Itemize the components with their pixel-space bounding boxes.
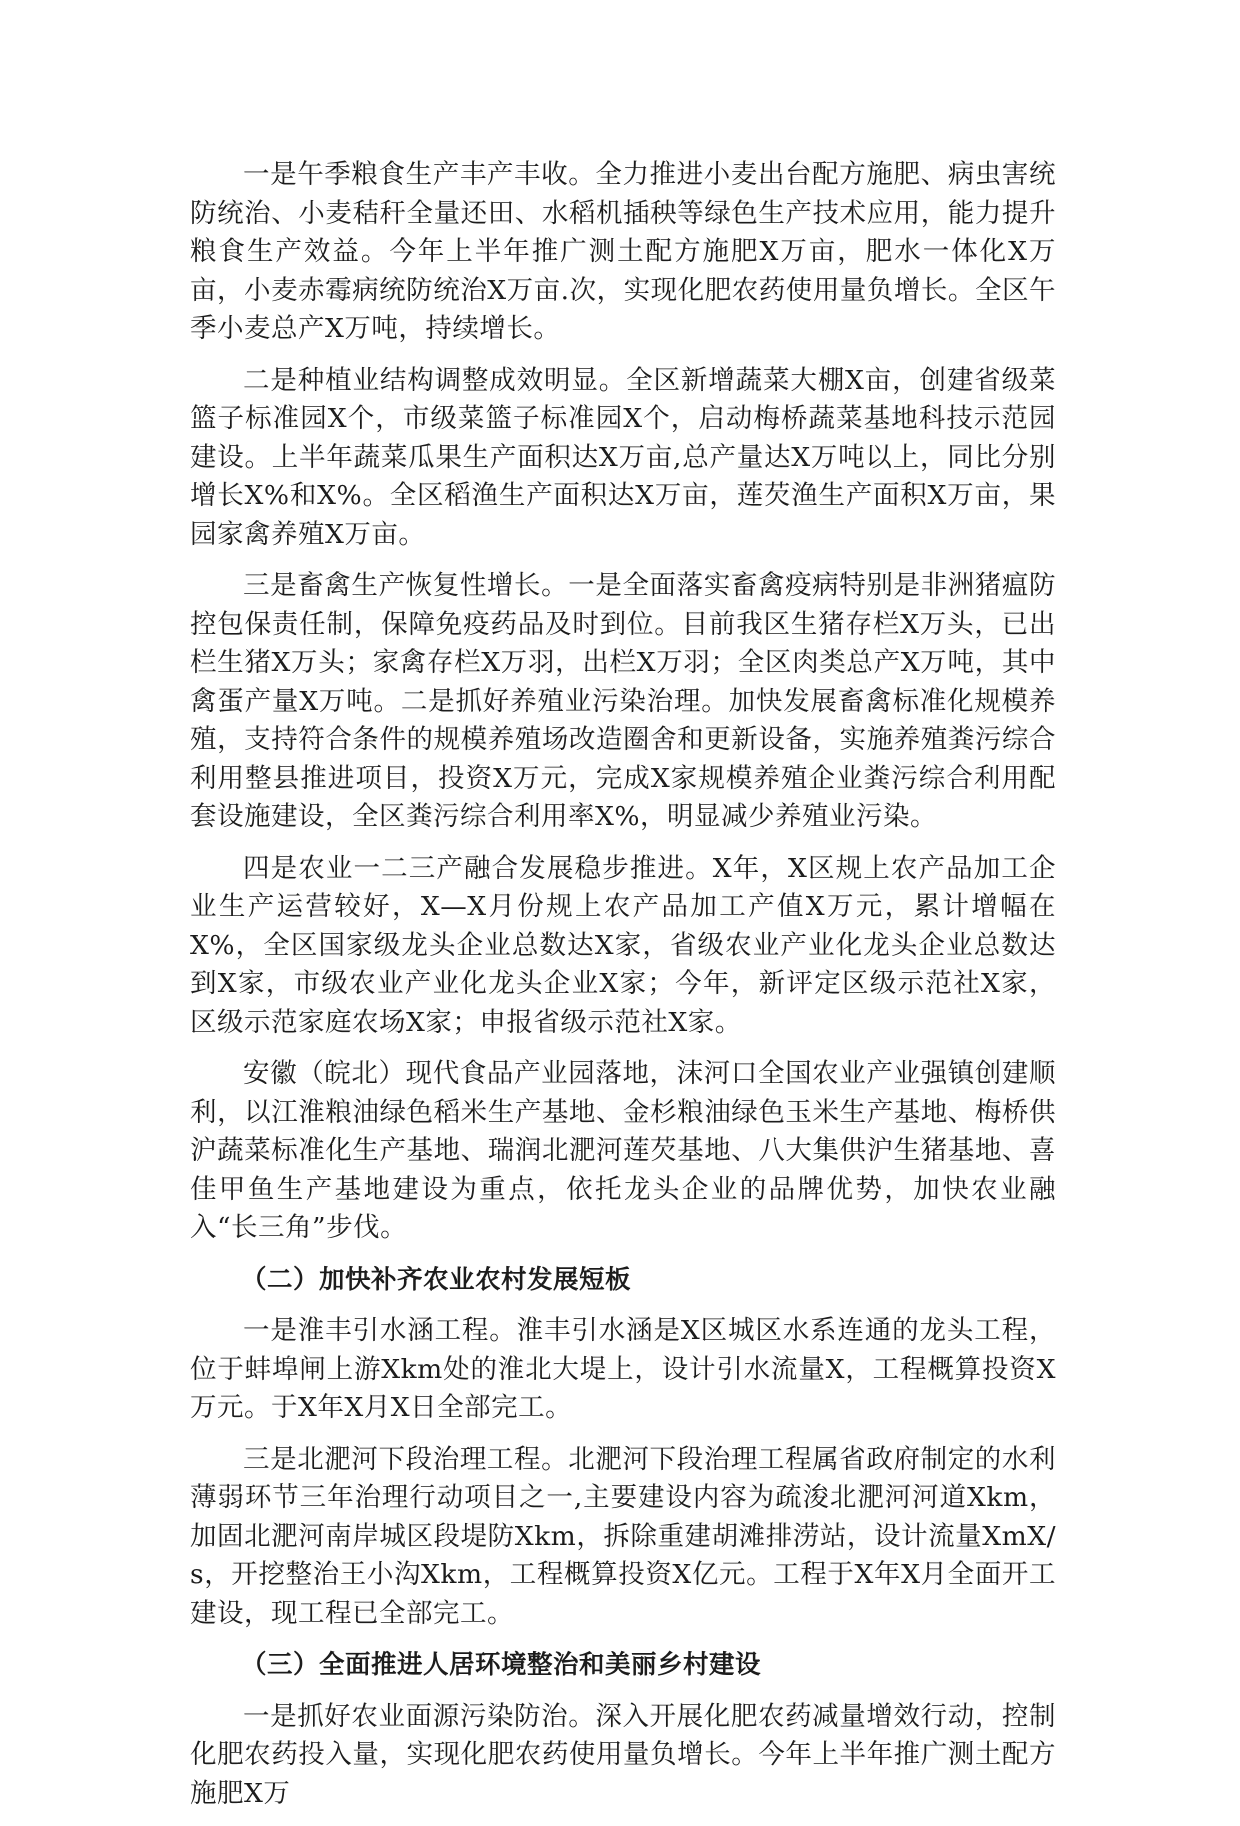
document-body <box>190 156 1056 1826</box>
section-heading-2: （二）加快补齐农业农村发展短板 <box>241 1264 632 1295</box>
paragraph-industry-integration: 四是农业一二三产融合发展稳步推进。X年，X区规上农产品加工企业生产运营较好，X—X月份规上农产品加工产值X万元，累计增幅在X%，全区国家级龙头企业总数达X家，省级农业产业化龙头企业总数达到X家，市级农业产业化龙头企业X家；今年，新评定区级示范社X家，区级示范家庭农场X家；申报省级示范社X家。 <box>190 852 1056 1038</box>
paragraph-grain-production: 一是午季粮食生产丰产丰收。全力推进小麦出台配方施肥、病虫害统防统治、小麦秸秆全量还田、水稻机插秧等绿色生产技术应用，能力提升粮食生产效益。今年上半年推广测土配方施肥X万亩，肥水一体化X万亩，小麦赤霉病统防统治X万亩.次，实现化肥农药使用量负增长。全区午季小麦总产X万吨，持续增长。 <box>190 159 1056 344</box>
paragraph-water-diversion: 一是淮丰引水涵工程。淮丰引水涵是X区城区水系连通的龙头工程，位于蚌埠闸上游Xkm处的淮北大堤上，设计引水流量X，工程概算投资X万元。于X年X月X日全部完工。 <box>190 1315 1056 1423</box>
paragraph-livestock-production: 三是畜禽生产恢复性增长。一是全面落实畜禽疫病特别是非洲猪瘟防控包保责任制，保障免疫药品及时到位。目前我区生猪存栏X万头，已出栏生猪X万头；家禽存栏X万羽，出栏X万羽；全区肉类总产X万吨，其中禽蛋产量X万吨。二是抓好养殖业污染治理。加快发展畜禽标准化规模养殖，支持符合条件的规模养殖场改造圈舍和更新设备，实施养殖粪污综合利用整县推进项目，投资X万元，完成X家规模养殖企业粪污综合利用配套设施建设，全区粪污综合利用率X%，明显减少养殖业污染。 <box>190 570 1056 832</box>
paragraph-river-governance: 三是北淝河下段治理工程。北淝河下段治理工程属省政府制定的水利薄弱环节三年治理行动项目之一,主要建设内容为疏浚北淝河河道Xkm，加固北淝河南岸城区段堤防Xkm，拆除重建胡滩排涝站，设计流量XmX/s，开挖整治王小沟Xkm，工程概算投资X亿元。工程于X年X月全面开工建设，现工程已全部完工。 <box>190 1443 1056 1629</box>
paragraph-planting-structure: 二是种植业结构调整成效明显。全区新增蔬菜大棚X亩，创建省级菜篮子标准园X个，市级菜篮子标准园X个，启动梅桥蔬菜基地科技示范园建设。上半年蔬菜瓜果生产面积达X万亩,总产量达X万吨以上，同比分别增长X%和X%。全区稻渔生产面积达X万亩，莲芡渔生产面积X万亩，果园家禽养殖X万亩。 <box>190 364 1056 550</box>
section-heading-3: （三）全面推进人居环境整治和美丽乡村建设 <box>241 1650 762 1680</box>
paragraph-pollution-control: 一是抓好农业面源污染防治。深入开展化肥农药减量增效行动，控制化肥农药投入量，实现化肥农药使用量负增长。今年上半年推广测土配方施肥X万 <box>190 1700 1056 1809</box>
paragraph-food-industry-park: 安徽（皖北）现代食品产业园落地，沫河口全国农业产业强镇创建顺利，以江淮粮油绿色稻米生产基地、金杉粮油绿色玉米生产基地、梅桥供沪蔬菜标准化生产基地、瑞润北淝河莲芡基地、八大集供沪生猪基地、喜佳甲鱼生产基地建设为重点，依托龙头企业的品牌优势，加快农业融入“长三角”步伐。 <box>190 1058 1056 1243</box>
